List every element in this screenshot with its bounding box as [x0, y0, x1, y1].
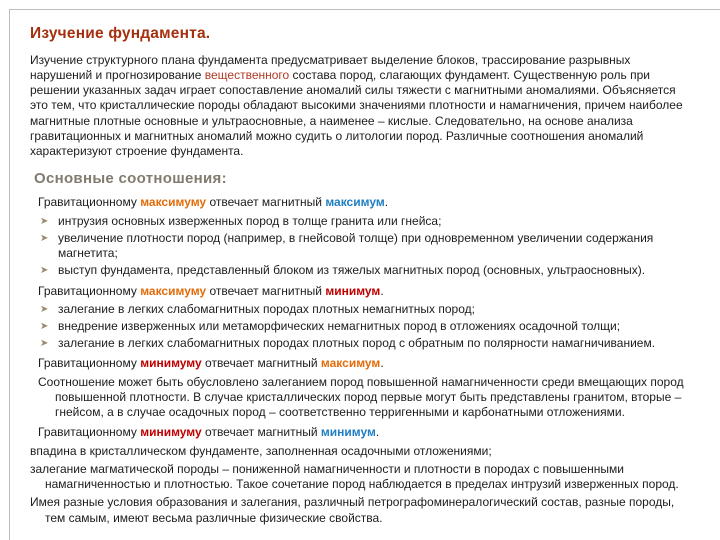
arrow-bullet-icon: ➤	[40, 265, 49, 277]
slide-content	[30, 24, 694, 529]
arrow-bullet-icon: ➤	[40, 321, 49, 332]
intro-text-1: Изучение структурного плана фундамента предусматривает выделение блоков, трассирование разрывных нарушений и прогнозирование	[30, 52, 631, 82]
slide-title: Изучение фундамента.	[30, 25, 211, 42]
keyword-magnetic-min: минимум	[320, 425, 376, 440]
keyword-magnetic-max: максимум	[325, 195, 385, 210]
keyword-gravity-min: минимуму	[140, 356, 202, 371]
closing-paragraph: Имея разные условия образования и залегания, различный петрографоминералогический состав, разные породы, тем самым, имеют весьма различные физические свойства.	[30, 495, 675, 525]
arrow-bullet-icon: ➤	[40, 338, 49, 350]
bullet-list-2	[30, 302, 694, 352]
list-item: ➤ интрузия основных изверженных пород в толще гранита или гнейса;	[40, 213, 442, 228]
relation-line-1: Гравитационному максимуму отвечает магнитный максимум.	[38, 195, 389, 210]
relation-line-4: Гравитационному минимуму отвечает магнитный минимум.	[38, 425, 380, 440]
keyword-gravity-max: максимуму	[140, 283, 207, 298]
keyword-gravity-min: минимуму	[140, 425, 202, 440]
arrow-bullet-icon: ➤	[40, 232, 49, 244]
list-item: ➤ выступ фундамента, представленный блоком из тяжелых магнитных пород (основных, ультраосновных).	[40, 263, 646, 278]
plain-item-2: залегание магматической породы – пониженной намагниченности и плотности в породах с повышенными намагниченностью и плотностью. Такое сочетание пород наблюдается в пределах интрузий изверженных пород.	[30, 461, 679, 492]
list-item: ➤ внедрение изверженных или метаморфических немагнитных пород в отложениях осадочной толщи;	[40, 319, 621, 333]
list-item: ➤ увеличение плотности пород (например, в гнейсовой толще) при одновременном увеличении содержания магнетита;	[40, 230, 654, 261]
intro-text-2: состава пород, слагающих фундамент. Существенную роль при решении указанных задач играет сопоставление аномалий силы тяжести с магнитными аномалиями. Объясняется это тем, что кристаллические породы обладают высокими значениями плотности и намагничения, причем наиболее магнитные плотные основные и ультраосновные, а наименее – кислые. Следовательно, на основе анализа гравитационных и магнитных аномалий можно судить о литологии пород. Различные соотношения аномалий характеризуют строение фундамента.	[30, 67, 683, 159]
list-item: ➤ залегание в легких слабомагнитных породах плотных пород с обратным по полярности намагничиванием.	[40, 336, 656, 351]
list-item: ➤ залегание в легких слабомагнитных породах плотных немагнитных пород;	[40, 301, 475, 316]
keyword-gravity-max: максимуму	[140, 195, 207, 210]
relation-line-2: Гравитационному максимуму отвечает магнитный минимум.	[38, 283, 384, 298]
keyword-magnetic-max: максимум	[320, 356, 381, 371]
section-heading: Основные соотношения:	[34, 170, 227, 188]
explanation-paragraph: Соотношение может быть обусловлено залеганием пород повышенной намагниченности среди вмещающих пород повышенной плотности. В случае кристаллических пород первые могут быть представлены гранитом, вторые – гнейсом, а в случае осадочных пород – соответственно терригенными и карбонатными отложениями.	[38, 374, 684, 420]
plain-item-1: впадина в кристаллическом фундаменте, заполненная осадочными отложениями;	[30, 443, 492, 458]
bullet-list-1	[30, 214, 694, 279]
keyword-magnetic-min: минимум	[325, 283, 381, 298]
highlighted-word: вещественного	[204, 67, 290, 82]
arrow-bullet-icon: ➤	[40, 303, 49, 315]
relation-line-3: Гравитационному минимуму отвечает магнитный максимум.	[38, 356, 384, 371]
arrow-bullet-icon: ➤	[40, 215, 49, 227]
intro-paragraph	[30, 53, 694, 160]
